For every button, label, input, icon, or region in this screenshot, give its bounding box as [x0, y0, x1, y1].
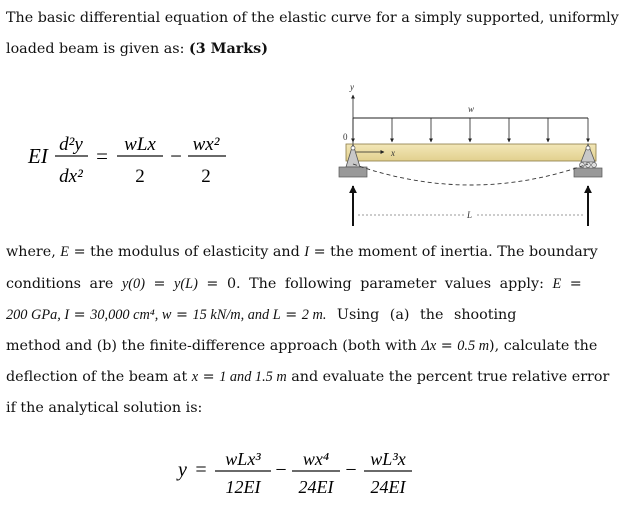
body-line-5	[6, 362, 609, 392]
marks-label: (3 Marks)	[188, 41, 268, 57]
eq-EI: EI	[28, 144, 48, 168]
load-label: w	[468, 104, 475, 114]
differential-equation	[0, 110, 300, 200]
body-line-4	[6, 331, 597, 361]
intro-text-1: The basic differential equation of the elastic curve for a simply supported, uniformly	[6, 10, 619, 26]
span-label: L	[467, 210, 473, 220]
eq-minus: −	[170, 144, 182, 168]
param-L-value: 2 m.	[301, 307, 327, 323]
body-text: where,	[6, 244, 61, 260]
intro-line-2	[6, 34, 268, 64]
body-text: deflection of the beam at	[6, 369, 192, 385]
body-text: =	[561, 276, 582, 292]
sol-y: y	[178, 459, 187, 481]
body-line-6	[6, 393, 202, 423]
sol-term1-numerator: wLx³	[225, 449, 261, 469]
boundary-yL: y(L)	[174, 276, 198, 292]
body-text: = the modulus of elasticity and	[69, 244, 305, 260]
eq-equals: =	[96, 144, 108, 168]
intro-line-1	[6, 3, 619, 33]
symbol-x: x	[191, 369, 199, 385]
body-text: =	[280, 307, 302, 323]
body-line-3	[6, 300, 516, 330]
eq-term2-denominator: 2	[201, 166, 211, 187]
body-text: and evaluate the percent true relative error	[286, 369, 610, 385]
body-line-2	[6, 269, 582, 299]
body-text: if the analytical solution is:	[6, 400, 203, 416]
body-text: ), calculate the	[489, 338, 598, 354]
body-text: =	[436, 338, 458, 354]
beam-diagram	[326, 78, 628, 234]
deflection-curve	[353, 164, 588, 185]
symbol-I: I	[304, 244, 310, 260]
param-I-value: 30,000 cm⁴, w	[90, 307, 172, 323]
y-axis-label: y	[350, 82, 354, 92]
origin-label: 0	[343, 132, 348, 142]
sol-term3-denominator: 24EI	[370, 477, 406, 497]
body-text: =	[69, 307, 91, 323]
step-size-value: 0.5 m	[457, 338, 490, 354]
body-text: =	[171, 307, 193, 323]
eq-term1-numerator: wLx	[124, 134, 156, 155]
intro-text-2: loaded beam is given as:	[6, 41, 189, 57]
symbol-E: E	[60, 244, 70, 260]
sol-term3-numerator: wL³x	[370, 449, 406, 469]
eq-term2-numerator: wx²	[192, 134, 220, 155]
eq-lhs-denominator: dx²	[59, 166, 83, 187]
body-text: =	[198, 369, 220, 385]
body-text: = the moment of inertia. The boundary	[309, 244, 598, 260]
analytical-solution	[160, 440, 440, 508]
param-E-value: 200 GPa, I	[6, 307, 70, 323]
body-text: method and (b) the finite-difference approach (both with	[6, 338, 422, 354]
beam	[346, 144, 596, 161]
x-axis-label: x	[391, 148, 395, 158]
body-line-1	[6, 237, 598, 267]
body-text: conditions are	[6, 276, 122, 292]
sol-term2-denominator: 24EI	[298, 477, 334, 497]
sol-minus-1: −	[275, 459, 287, 481]
symbol-E: E	[552, 276, 562, 292]
sol-equals: =	[195, 459, 207, 481]
boundary-y0: y(0)	[121, 276, 145, 292]
param-w-value: 15 kN/m, and L	[192, 307, 281, 323]
body-text: Using (a) the shooting	[326, 307, 517, 323]
sol-term1-denominator: 12EI	[225, 477, 261, 497]
sol-minus-2: −	[345, 459, 357, 481]
x-values: 1 and 1.5 m	[219, 369, 287, 385]
body-text: =	[144, 276, 175, 292]
eq-lhs-numerator: d²y	[59, 134, 83, 155]
body-text: = 0. The following parameter values apply:	[197, 276, 553, 292]
eq-term1-denominator: 2	[135, 166, 145, 187]
sol-term2-numerator: wx⁴	[302, 449, 330, 469]
delta-x: Δx	[421, 338, 437, 354]
distributed-load-arrows	[353, 118, 588, 142]
